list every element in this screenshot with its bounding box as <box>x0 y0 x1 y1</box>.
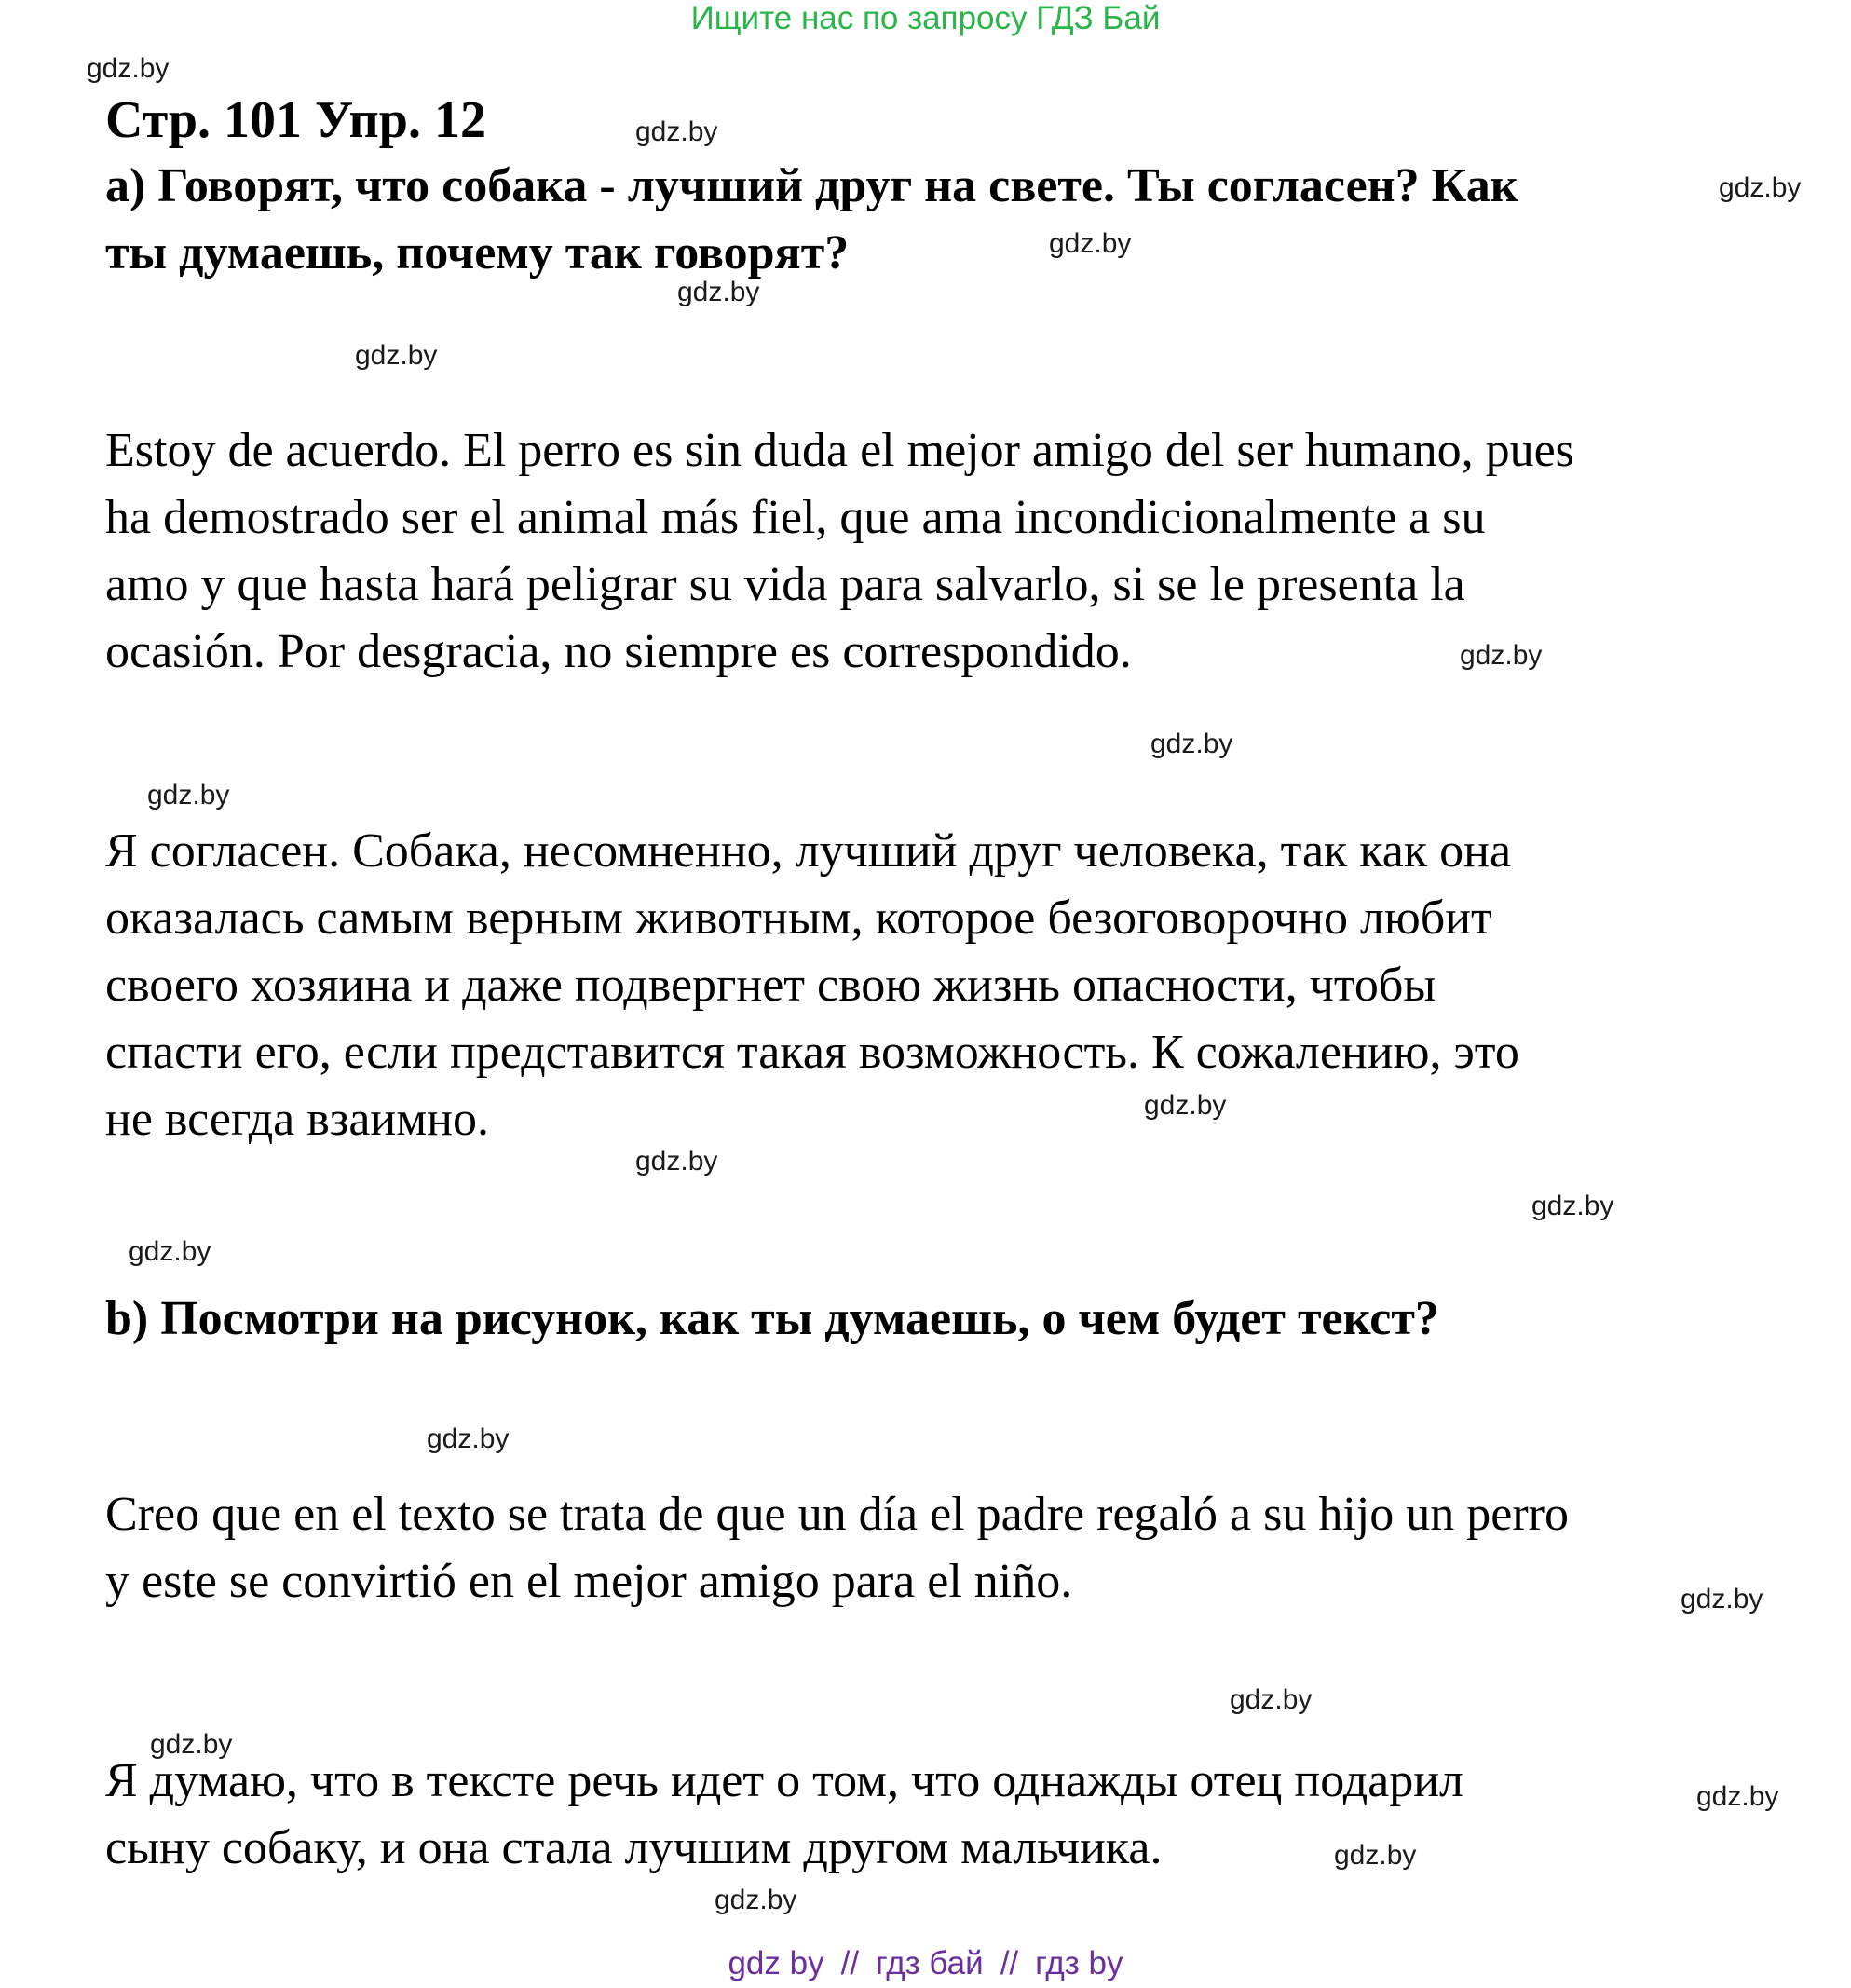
answer-b-spanish <box>105 1481 1569 1615</box>
watermark: gdz.by <box>1681 1584 1763 1614</box>
watermark: gdz.by <box>147 780 230 810</box>
watermark: gdz.by <box>635 116 718 147</box>
answer-line: amo y que hasta hará peligrar su vida para salvarlo, si se le presenta la <box>105 558 1465 611</box>
answer-line: сыну собаку, и она стала лучшим другом мальчика. <box>105 1821 1163 1874</box>
answer-a-russian <box>105 818 1519 1153</box>
top-banner: Ищите нас по запросу ГДЗ Бай <box>690 0 1161 36</box>
answer-line: Я думаю, что в тексте речь идет о том, что однажды отец подарил <box>105 1754 1464 1807</box>
question-a <box>105 153 1518 287</box>
answer-line: спасти его, если представится такая возможность. К сожалению, это <box>105 1026 1519 1079</box>
answer-line: не всегда взаимно. <box>105 1093 489 1146</box>
watermark: gdz.by <box>1531 1191 1614 1221</box>
watermark: gdz.by <box>1230 1684 1313 1715</box>
watermark: gdz.by <box>1049 228 1132 259</box>
question-a-line: ты думаешь, почему так говорят? <box>105 226 850 279</box>
answer-line: оказалась самым верным животным, которое безоговорочно любит <box>105 892 1492 945</box>
answer-line: ocasión. Por desgracia, no siempre es correspondido. <box>105 625 1132 678</box>
watermark: gdz.by <box>150 1729 233 1760</box>
watermark: gdz.by <box>1144 1090 1227 1121</box>
footer-part: gdz by <box>728 1945 824 1981</box>
answer-line: ha demostrado ser el animal más fiel, que ama incondicionalmente a su <box>105 491 1486 544</box>
watermark: gdz.by <box>1696 1781 1779 1812</box>
footer <box>0 1945 1851 1982</box>
watermark: gdz.by <box>677 277 760 307</box>
watermark: gdz.by <box>355 340 438 371</box>
answer-line: своего хозяина и даже подвергнет свою жизнь опасности, чтобы <box>105 959 1436 1012</box>
answer-line: Estoy de acuerdo. El perro es sin duda el mejor amigo del ser humano, pues <box>105 424 1574 477</box>
answer-line: Я согласен. Собака, несомненно, лучший друг человека, так как она <box>105 824 1512 878</box>
answer-a-spanish <box>105 417 1574 686</box>
page-title: Стр. 101 Упр. 12 <box>105 91 486 149</box>
watermark: gdz.by <box>715 1885 797 1915</box>
watermark: gdz.by <box>1460 640 1543 671</box>
watermark: gdz.by <box>87 53 170 84</box>
footer-separator: // <box>840 1945 860 1981</box>
watermark: gdz.by <box>1719 172 1802 203</box>
watermark: gdz.by <box>1150 728 1233 759</box>
watermark: gdz.by <box>635 1146 718 1177</box>
answer-line: y este se convirtió en el mejor amigo para el niño. <box>105 1555 1073 1608</box>
watermark: gdz.by <box>1334 1840 1417 1871</box>
answer-line: Creo que en el texto se trata de que un día el padre regaló a su hijo un perro <box>105 1488 1569 1541</box>
footer-part: гдз by <box>1035 1945 1123 1981</box>
footer-part: гдз бай <box>876 1945 984 1981</box>
footer-separator: // <box>1000 1945 1019 1981</box>
watermark: gdz.by <box>129 1236 211 1267</box>
answer-b-russian <box>105 1748 1463 1882</box>
question-a-line: a) Говорят, что собака - лучший друг на свете. Ты согласен? Как <box>105 159 1518 212</box>
watermark: gdz.by <box>427 1423 510 1454</box>
question-b: b) Посмотри на рисунок, как ты думаешь, о чем будет текст? <box>105 1292 1439 1345</box>
